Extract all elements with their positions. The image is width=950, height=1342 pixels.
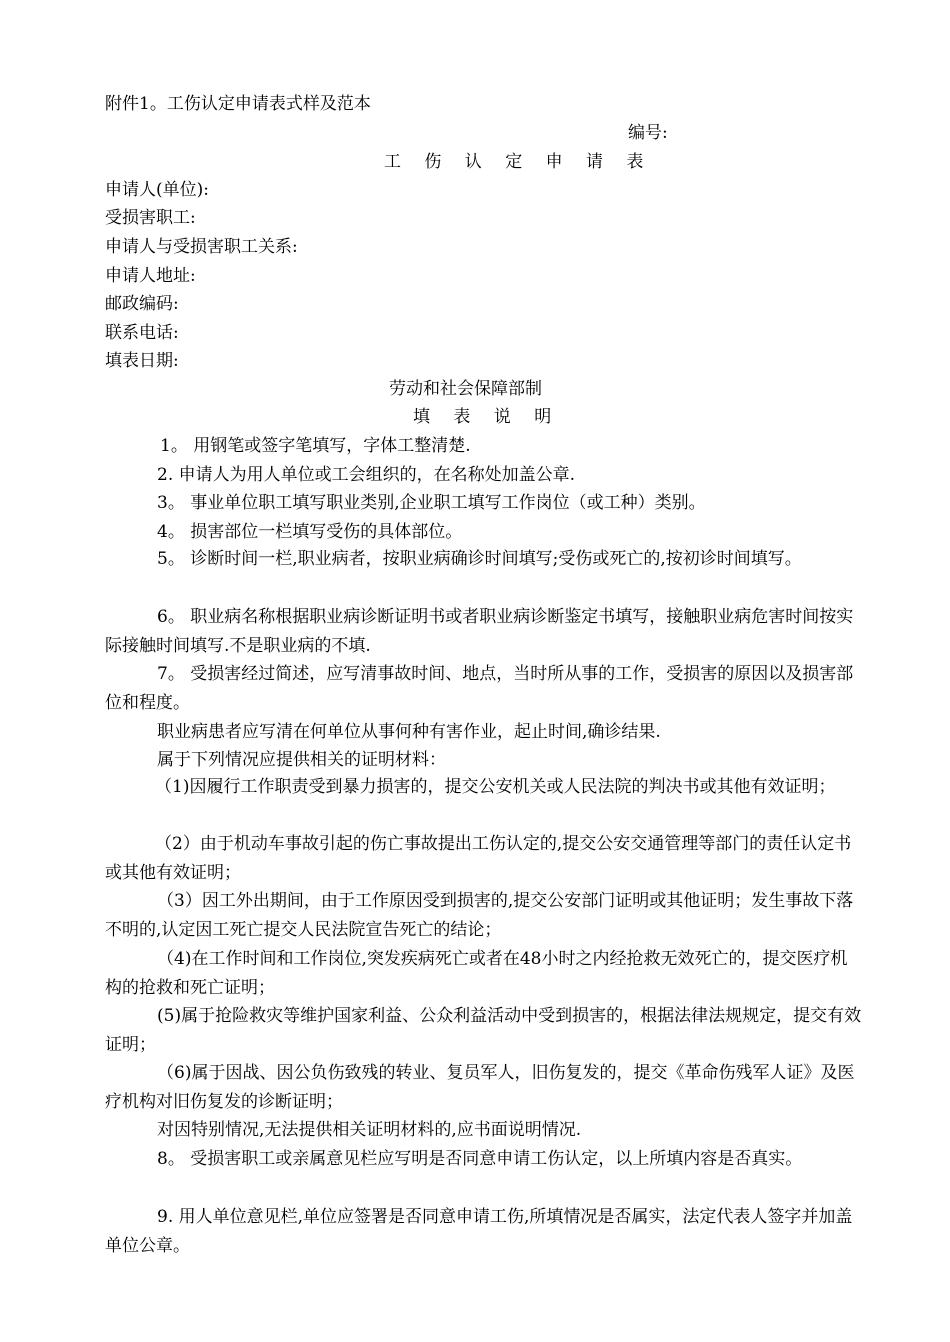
field-postcode: 邮政编码: bbox=[105, 294, 179, 314]
instructions-title: 填 表 说 明 bbox=[413, 407, 561, 427]
instruction-item: （3）因工外出期间，由于工作原因受到损害的,提交公安部门证明或其他证明；发生事故下落不明的,认定因工死亡提交人民法院宣告死亡的结论； bbox=[105, 891, 854, 940]
instruction-item: 属于下列情况应提供相关的证明材料： bbox=[157, 750, 446, 770]
field-phone: 联系电话: bbox=[105, 323, 179, 343]
instruction-item: （4)在工作时间和工作岗位,突发疾病死亡或者在48小时之内经抢救无效死亡的，提交医疗机构的抢救和死亡证明； bbox=[105, 949, 848, 998]
field-fill-date: 填表日期: bbox=[105, 351, 179, 371]
field-relationship: 申请人与受损害职工关系: bbox=[105, 237, 298, 257]
instruction-item: 5。 诊断时间一栏,职业病者，按职业病确诊时间填写;受伤或死亡的,按初诊时间填写。 bbox=[157, 549, 802, 569]
attachment-title: 附件1。工伤认定申请表式样及范本 bbox=[105, 94, 371, 114]
instruction-item: （2）由于机动车事故引起的伤亡事故提出工伤认定的,提交公安交通管理等部门的责任认定书或其他有效证明； bbox=[105, 834, 852, 883]
instruction-item: 8。 受损害职工或亲属意见栏应写明是否同意申请工伤认定，以上所填内容是否真实。 bbox=[157, 1149, 803, 1169]
field-address: 申请人地址: bbox=[105, 266, 196, 286]
issuer: 劳动和社会保障部制 bbox=[389, 379, 542, 399]
instruction-item: 1。 用钢笔或签字笔填写，字体工整清楚. bbox=[160, 436, 471, 456]
instruction-item: 6。 职业病名称根据职业病诊断证明书或者职业病诊断鉴定书填写，接触职业病危害时间按实际接触时间填写.不是职业病的不填. bbox=[105, 607, 854, 656]
number-label: 编号: bbox=[628, 123, 668, 143]
instruction-item: (5)属于抢险救灾等维护国家利益、公众利益活动中受到损害的，根据法律法规规定，提交有效证明； bbox=[105, 1006, 862, 1055]
instruction-item: 2. 申请人为用人单位或工会组织的，在名称处加盖公章. bbox=[157, 465, 576, 485]
instruction-item: 职业病患者应写清在何单位从事何种有害作业，起止时间,确诊结果. bbox=[157, 722, 661, 742]
instruction-item: （6)属于因战、因公负伤致残的转业、复员军人，旧伤复发的，提交《革命伤残军人证》及医疗机构对旧伤复发的诊断证明； bbox=[105, 1063, 855, 1112]
instruction-item: 3。 事业单位职工填写职业类别,企业职工填写工作岗位（或工种）类别。 bbox=[157, 493, 706, 513]
field-applicant: 申请人(单位): bbox=[105, 180, 209, 200]
instruction-item: 对因特别情况,无法提供相关证明材料的,应书面说明情况. bbox=[157, 1120, 582, 1140]
instruction-item: 4。 损害部位一栏填写受伤的具体部位。 bbox=[157, 522, 463, 542]
form-title: 工 伤 认 定 申 请 表 bbox=[384, 152, 653, 172]
instruction-item: 9. 用人单位意见栏,单位应签署是否同意申请工伤,所填情况是否属实，法定代表人签字并加盖单位公章。 bbox=[105, 1207, 853, 1256]
instruction-item: （1)因履行工作职责受到暴力损害的，提交公安机关或人民法院的判决书或其他有效证明； bbox=[155, 777, 836, 797]
field-injured-worker: 受损害职工: bbox=[105, 208, 196, 228]
instruction-item: 7。 受损害经过简述，应写清事故时间、地点，当时所从事的工作，受损害的原因以及损害部位和程度。 bbox=[105, 664, 854, 713]
